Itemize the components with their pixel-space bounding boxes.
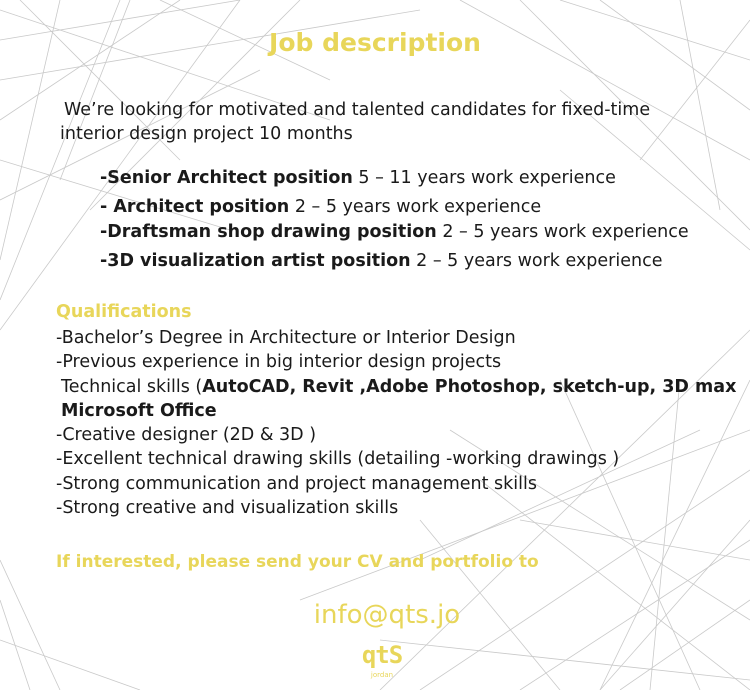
qualification-item: -Previous experience in big interior design projects <box>56 352 502 373</box>
logo-subtext: jordan <box>370 671 394 679</box>
call-to-action: If interested, please send your CV and portfolio to <box>56 552 539 572</box>
position-detail: 2 – 5 years work experience <box>289 197 542 217</box>
intro-line-2: interior design project 10 months <box>60 124 353 144</box>
position-word: position <box>350 222 437 242</box>
qualification-item: -Excellent technical drawing skills (detailing -working drawings ) <box>56 449 620 470</box>
position-word: position <box>266 168 353 188</box>
qualification-item: -Strong communication and project management skills <box>56 473 537 494</box>
qualifications-list <box>56 326 746 520</box>
technical-skills-prefix: Technical skills ( <box>61 376 203 397</box>
position-name: -Senior Architect <box>100 168 267 188</box>
qualification-technical-skills <box>56 375 746 399</box>
qualification-item: -Strong creative and visualization skills <box>56 498 399 519</box>
position-draftsman <box>100 222 689 242</box>
page-title: Job description <box>269 28 481 57</box>
intro-line-1: We’re looking for motivated and talented candidates for fixed-time <box>64 100 651 120</box>
position-name: - Architect <box>100 197 204 217</box>
position-word: position <box>324 251 411 271</box>
position-word: position <box>203 197 290 217</box>
position-3d-visualization-artist <box>100 251 662 271</box>
position-name: -3D visualization artist <box>100 251 325 271</box>
logo-mark: qtS <box>361 641 403 669</box>
position-detail: 5 – 11 years work experience <box>352 168 616 188</box>
qualifications-heading: Qualifications <box>56 302 192 322</box>
qualification-item: -Creative designer (2D & 3D ) <box>56 425 317 446</box>
position-detail: 2 – 5 years work experience <box>410 251 663 271</box>
technical-skills-list: AutoCAD, Revit ,Adobe Photoshop, sketch-up, 3D max <box>202 376 737 397</box>
company-logo <box>350 640 414 688</box>
intro-paragraph <box>60 98 710 146</box>
position-senior-architect <box>100 168 616 188</box>
contact-email[interactable]: info@qts.jo <box>313 600 461 630</box>
position-name: -Draftsman shop drawing <box>100 222 351 242</box>
technical-skills-line-2: Microsoft Office <box>61 400 217 421</box>
position-detail: 2 – 5 years work experience <box>436 222 689 242</box>
qualification-item: -Bachelor’s Degree in Architecture or Interior Design <box>56 328 516 348</box>
position-architect <box>100 197 541 217</box>
